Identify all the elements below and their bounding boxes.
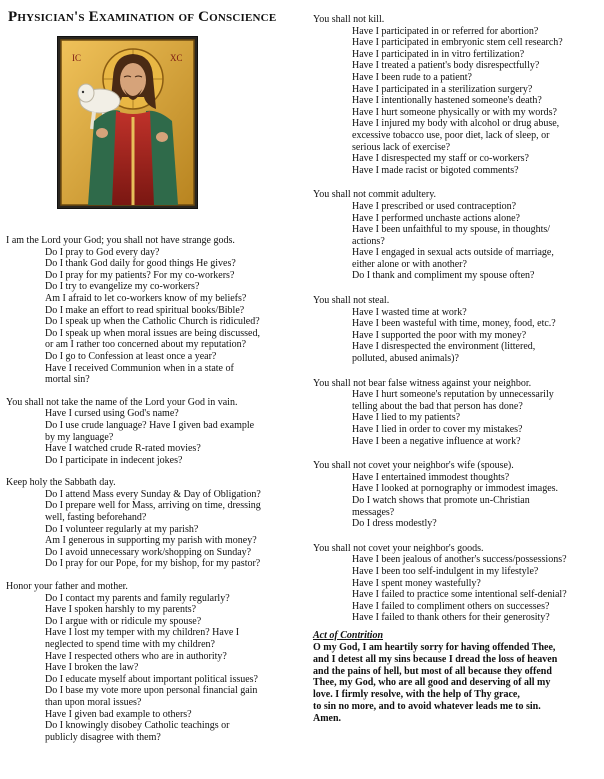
commandment-section-9 (313, 460, 601, 530)
question-item: Do I pray for our Pope, for my bishop, for my pastor? (45, 558, 261, 570)
question-item: Do I knowingly disobey Catholic teachings or (45, 720, 230, 732)
question-item: Do I dress modestly? (352, 518, 437, 530)
question-item: messages? (352, 506, 395, 518)
question-item: Have I cursed using God's name? (45, 408, 179, 420)
question-item: Have I received Communion when in a state of (45, 362, 234, 374)
question-item: by my language? (45, 431, 114, 443)
svg-text:XC: XC (170, 53, 183, 63)
question-item: Do I watch shows that promote un-Christian (352, 494, 530, 506)
question-item: or am I rather too concerned about my reputation? (45, 339, 247, 351)
question-item: Do I try to evangelize my co-workers? (45, 281, 200, 293)
question-item: Have I engaged in sexual acts outside of marriage, (352, 247, 554, 259)
commandment-section-7 (313, 295, 601, 365)
question-item: actions? (352, 235, 385, 247)
question-item: Do I pray to God every day? (45, 246, 160, 258)
question-item: Have I looked at pornography or immodest images. (352, 483, 559, 495)
commandment-section-10 (313, 543, 601, 624)
commandment-heading: Keep holy the Sabbath day. (6, 477, 116, 489)
contrition-line: love. I firmly resolve, with the help of Thy grace, (313, 689, 520, 701)
question-item: Do I base my vote more upon personal financial gain (45, 685, 258, 697)
question-item: Have I disrespected my staff or co-workers? (352, 153, 529, 165)
question-item: Have I broken the law? (45, 662, 139, 674)
question-item: Do I go to Confession at least once a year? (45, 350, 217, 362)
question-item: Do I contact my parents and family regularly? (45, 592, 230, 604)
question-item: publicly disagree with them? (45, 731, 161, 743)
commandment-section-5 (313, 14, 601, 176)
question-item: Have I participated in in vitro fertilization? (352, 48, 525, 60)
commandment-heading: Honor your father and mother. (6, 581, 128, 593)
question-item: Have I been jealous of another's success/possessions? (352, 554, 567, 566)
question-item: Do I educate myself about important political issues? (45, 673, 258, 685)
question-item: Have I failed to thank others for their generosity? (352, 612, 550, 624)
question-item: Have I spent money wastefully? (352, 577, 481, 589)
contrition-line: Amen. (313, 712, 342, 724)
question-item: Do I make an effort to read spiritual books/Bible? (45, 304, 245, 316)
question-item: Do I pray for my patients? For my co-workers? (45, 269, 235, 281)
question-item: Do I prepare well for Mass, arriving on time, dressing (45, 500, 261, 512)
good-shepherd-icon (58, 37, 197, 208)
question-item: Have I watched crude R-rated movies? (45, 443, 201, 455)
commandment-heading: You shall not covet your neighbor's goods. (313, 542, 484, 554)
commandment-heading: I am the Lord your God; you shall not have strange gods. (6, 235, 235, 246)
question-item: serious lack of exercise? (352, 141, 451, 153)
question-item: Have I performed unchaste actions alone? (352, 212, 520, 224)
question-item: Have I failed to compliment others on successes? (352, 600, 550, 612)
contrition-line: and the pains of hell, but most of all because they offend (313, 665, 552, 677)
question-item: neglected to spend time with my children? (45, 639, 215, 650)
question-item: Have I participated in or referred for abortion? (352, 25, 539, 37)
question-item: Do I participate in indecent jokes? (45, 454, 183, 466)
act-of-contrition (313, 630, 601, 725)
question-item: Have I injured my body with alcohol or drug abuse, (352, 118, 560, 130)
contrition-title: Act of Contrition (313, 629, 384, 641)
left-column (6, 235, 296, 743)
question-item: Do I speak up when moral issues are being discussed, (45, 327, 260, 339)
question-item: Have I lost my temper with my children? Have I (45, 627, 240, 639)
commandment-section-3 (6, 477, 296, 570)
question-item: Do I avoid unnecessary work/shopping on Sunday? (45, 546, 252, 558)
commandment-section-6 (313, 189, 601, 282)
question-item: Have I been unfaithful to my spouse, in thoughts/ (352, 224, 551, 236)
question-item: either alone or with another? (352, 258, 467, 270)
question-item: Have I participated in embryonic stem cell research? (352, 37, 563, 49)
question-item: well, fasting beforehand? (45, 512, 147, 524)
question-item: Have I respected others who are in authority? (45, 650, 227, 662)
question-item: Have I lied in order to cover my mistakes? (352, 424, 523, 435)
question-item: Am I generous in supporting my parish with money? (45, 535, 257, 547)
question-item: Have I given bad example to others? (45, 708, 192, 720)
question-item: Have I been wasteful with time, money, food, etc.? (352, 318, 556, 330)
commandment-heading: You shall not take the name of the Lord your God in vain. (6, 396, 238, 408)
commandment-heading: You shall not covet your neighbor's wife (spouse). (313, 460, 514, 472)
commandment-section-4 (6, 581, 296, 743)
question-item: Have I been a negative influence at work? (352, 435, 521, 447)
contrition-line: and I detest all my sins because I dread the loss of heaven (313, 653, 558, 665)
question-item: telling about the bad that person has done? (352, 400, 523, 412)
commandment-heading: You shall not commit adultery. (313, 189, 437, 201)
question-item: Do I attend Mass every Sunday & Day of Obligation? (45, 488, 261, 500)
question-item: Have I failed to practice some intentional self-denial? (352, 589, 567, 601)
question-item: Have I disrespected the environment (littered, (352, 341, 536, 353)
contrition-line: to sin no more, and to avoid whatever leads me to sin. (313, 700, 541, 712)
question-item: Am I afraid to let co-workers know of my beliefs? (45, 292, 247, 304)
question-item: Have I treated a patient's body disrespectfully? (352, 60, 540, 72)
question-item: Have I entertained immodest thoughts? (352, 471, 510, 483)
question-item: mortal sin? (45, 374, 90, 386)
commandment-section-8 (313, 378, 601, 448)
commandment-heading: You shall not steal. (313, 295, 390, 307)
question-item: Do I thank God daily for good things He gives? (45, 258, 236, 270)
document-title: Physician's Examination of Conscience (8, 9, 277, 25)
question-item: than upon moral issues? (45, 696, 142, 708)
question-item: Have I been too self-indulgent in my lifestyle? (352, 565, 539, 577)
good-shepherd-icon-image (57, 36, 198, 209)
question-item: Have I hurt someone's reputation by unnecessarily (352, 389, 554, 401)
question-item: Have I hurt someone physically or with my words? (352, 106, 557, 118)
question-item: Have I made racist or bigoted comments? (352, 164, 519, 176)
question-item: excessive tobacco use, poor diet, lack of sleep, or (352, 129, 550, 141)
question-item: Do I thank and compliment my spouse often? (352, 270, 535, 282)
question-item: Do I argue with or ridicule my spouse? (45, 615, 202, 627)
question-item: Have I been rude to a patient? (352, 71, 472, 83)
question-item: Do I volunteer regularly at my parish? (45, 523, 199, 535)
commandment-heading: You shall not bear false witness against your neighbor. (313, 377, 532, 389)
contrition-line: O my God, I am heartily sorry for having offended Thee, (313, 641, 556, 653)
question-item: Do I use crude language? Have I given bad example (45, 419, 255, 431)
question-item: Have I prescribed or used contraception? (352, 200, 517, 212)
contrition-line: Thee, my God, who are all good and deserving of all my (313, 677, 551, 689)
svg-text:IC: IC (72, 53, 81, 63)
right-column (313, 14, 601, 724)
commandment-section-1 (6, 235, 296, 386)
question-item: Have I lied to my patients? (352, 412, 461, 424)
question-item: Have I participated in a sterilization surgery? (352, 83, 533, 95)
commandment-heading: You shall not kill. (313, 14, 385, 25)
question-item: Have I wasted time at work? (352, 306, 467, 318)
question-item: Have I supported the poor with my money? (352, 329, 527, 341)
question-item: Have I intentionally hastened someone's death? (352, 95, 542, 107)
question-item: Do I speak up when the Catholic Church is ridiculed? (45, 316, 260, 328)
commandment-section-2 (6, 397, 296, 467)
question-item: polluted, abused animals)? (352, 353, 459, 365)
question-item: Have I spoken harshly to my parents? (45, 604, 197, 616)
